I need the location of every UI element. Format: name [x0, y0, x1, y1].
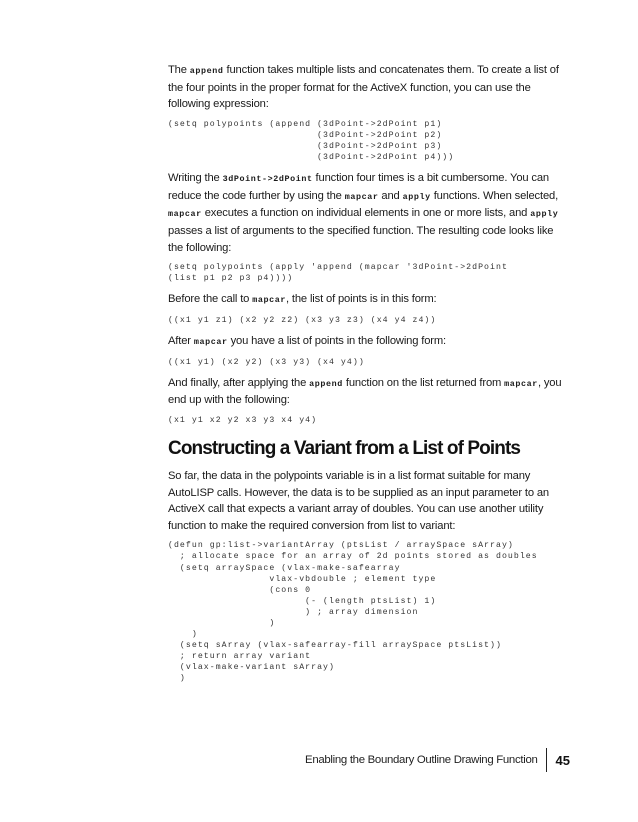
inline-code-append: append [189, 66, 224, 76]
inline-code-mapcar: mapcar [193, 337, 228, 347]
text: After [168, 335, 194, 347]
text: function takes multiple lists and concatenates them. To create a list of the four points in the proper format for the ActiveX function, you can use the following expression: [168, 64, 559, 111]
text: function four times is a bit cumbersome. You can reduce the code further by using the [168, 172, 550, 202]
code-block-variant-function: (defun gp:list->variantArray (ptsList / arraySpace sArray) ; allocate space for an array of 2d points stored as doubles (setq arraySpace (vlax-make-safearray vlax-vbdouble ; element type (cons 0 (- (length ptsList) 1) ) ; array dimension ) ) (setq sArray (vlax-safearray-fill arraySpace ptsList)) ; return array variant (vlax-make-variant sArray) ) [168, 541, 538, 684]
paragraph-finally [168, 375, 570, 409]
code-block-3d-points: ((x1 y1 z1) (x2 y2 z2) (x3 y3 z3) (x4 y4 z4)) [168, 315, 437, 325]
inline-code-append: append [309, 378, 343, 389]
code-block-2d-points: ((x1 y1) (x2 y2) (x3 y3) (x4 y4)) [168, 357, 365, 367]
text: you have a list of points in the following form: [227, 335, 446, 347]
paragraph-mapcar-apply [168, 170, 570, 256]
page-footer [305, 748, 570, 772]
page-number: 45 [555, 752, 570, 768]
code-block-append: (setq polypoints (append (3dPoint->2dPoint p1) (3dPoint->2dPoint p2) (3dPoint->2dPoint p3) (3dPoint->2dPoint p4))) [168, 119, 455, 163]
inline-code-mapcar: mapcar [168, 209, 202, 220]
inline-code-mapcar: mapcar [252, 295, 286, 306]
paragraph-before-mapcar [168, 291, 570, 309]
inline-code-mapcar: mapcar [344, 191, 379, 202]
paragraph-variant-intro: So far, the data in the polypoints variable is in a list format suitable for many AutoLISP calls. However, the data is to be supplied as an input parameter to an ActiveX call that expects a variant array of doubles. You can use another utility function to make the required conversion from list to variant: [168, 469, 549, 532]
text: executes a function on individual elements in one or more lists, and [201, 207, 531, 220]
paragraph-append-intro [168, 62, 570, 113]
text: , the list of points is in this form: [285, 293, 437, 306]
section-heading: Constructing a Variant from a List of Points [168, 437, 521, 459]
text: passes a list of arguments to the specified function. The resulting code looks like the following: [168, 224, 554, 254]
footer-chapter-title: Enabling the Boundary Outline Drawing Function [305, 754, 538, 766]
text: The [168, 64, 190, 76]
text: Writing the [168, 172, 223, 185]
text: function on the list returned from [342, 376, 505, 389]
code-block-apply: (setq polypoints (apply 'append (mapcar '3dPoint->2dPoint (list p1 p2 p3 p4)))) [168, 263, 508, 284]
paragraph-after-mapcar [168, 333, 570, 351]
text: , you end up with the following: [168, 376, 562, 407]
text: And finally, after applying the [168, 376, 310, 389]
code-block-flat-list: (x1 y1 x2 y2 x3 y3 x4 y4) [168, 415, 318, 425]
text: functions. When selected, [430, 189, 559, 202]
inline-code-3dpoint: 3dPoint->2dPoint [222, 174, 313, 185]
text: Before the call to [168, 293, 253, 306]
text: and [378, 189, 403, 202]
footer-divider [546, 748, 547, 772]
inline-code-mapcar: mapcar [504, 378, 538, 389]
page-content [168, 62, 570, 692]
inline-code-apply: apply [530, 209, 559, 220]
inline-code-apply: apply [402, 191, 431, 202]
